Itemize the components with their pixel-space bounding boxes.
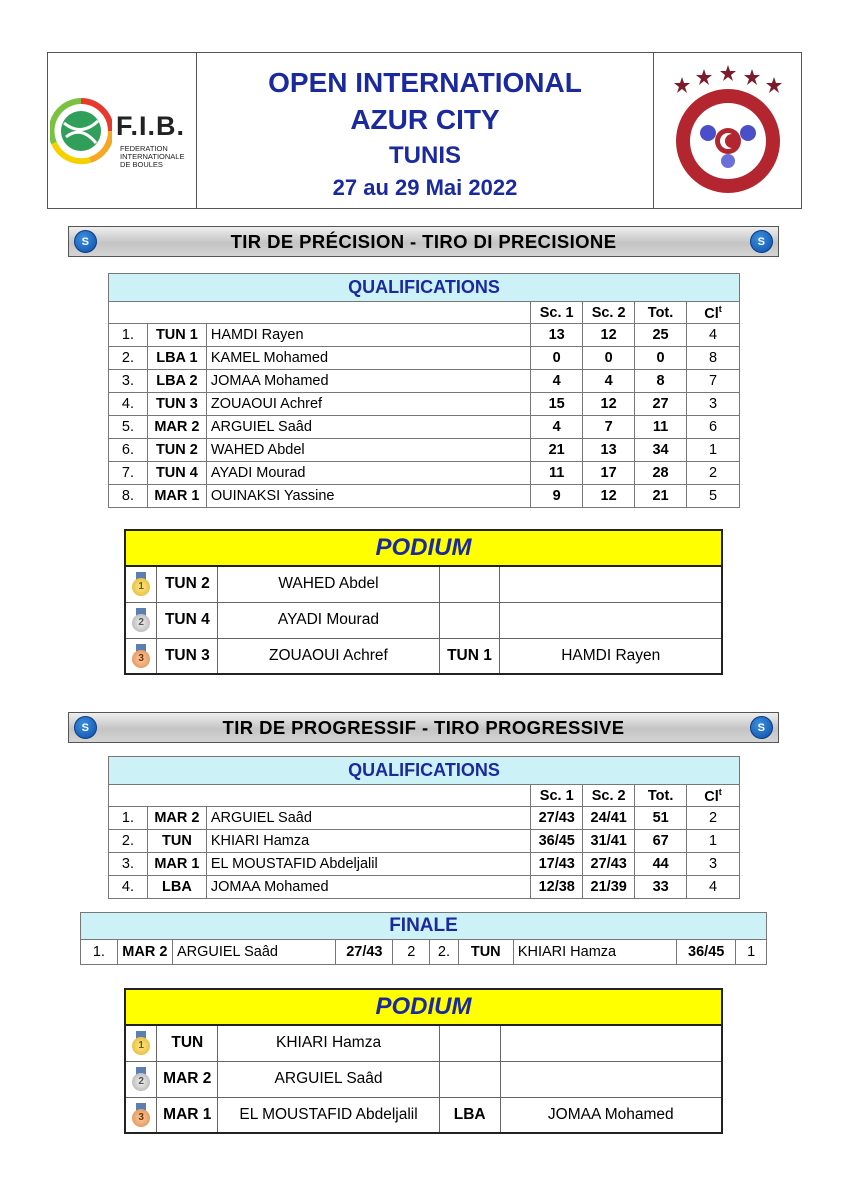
total-cell: 21	[635, 485, 687, 508]
score2-cell: 13	[583, 439, 635, 462]
table-row	[109, 876, 740, 899]
rank-cell: 4.	[109, 876, 148, 899]
section-bar-progressif	[68, 712, 779, 743]
medal-cell	[125, 638, 157, 674]
podium-team2	[439, 1025, 500, 1061]
total-cell: 33	[635, 876, 687, 899]
col-header: Sc. 1	[531, 785, 583, 807]
boule-icon: S	[750, 716, 773, 739]
rank-cell: 2.	[109, 830, 148, 853]
col-header: Sc. 1	[531, 302, 583, 324]
podium-name: ZOUAOUI Achref	[218, 638, 439, 674]
fib-logo-sub: DE BOULES	[120, 159, 163, 169]
boule-icon: S	[750, 230, 773, 253]
player-name-cell: ARGUIEL Saâd	[206, 416, 530, 439]
finale-name: ARGUIEL Saâd	[172, 940, 335, 965]
classement-cell: 6	[687, 416, 740, 439]
total-cell: 28	[635, 462, 687, 485]
score1-cell: 9	[531, 485, 583, 508]
podium-title: PODIUM	[125, 989, 722, 1025]
classement-cell: 4	[687, 324, 740, 347]
rank-cell: 8.	[109, 485, 148, 508]
total-cell: 0	[635, 347, 687, 370]
rank-cell: 3.	[109, 370, 148, 393]
finale-table	[80, 912, 767, 965]
boule-icon: S	[74, 716, 97, 739]
score1-cell: 17/43	[531, 853, 583, 876]
table-row	[109, 853, 740, 876]
medal-icon: 1	[132, 572, 150, 596]
medal-icon: 3	[132, 644, 150, 668]
podium-name2: JOMAA Mohamed	[500, 1097, 722, 1133]
classement-cell: 1	[687, 830, 740, 853]
score2-cell: 31/41	[583, 830, 635, 853]
table-row	[109, 393, 740, 416]
qualifications-title: QUALIFICATIONS	[109, 757, 740, 785]
total-cell: 11	[635, 416, 687, 439]
score1-cell: 11	[531, 462, 583, 485]
table-row	[109, 830, 740, 853]
finale-score: 27/43	[336, 940, 393, 965]
rank-cell: 3.	[109, 853, 148, 876]
fib-logo-icon	[50, 93, 112, 173]
classement-cell: 2	[687, 807, 740, 830]
finale-score: 36/45	[677, 940, 736, 965]
qualifications-table-progressif	[108, 756, 740, 899]
score2-cell: 12	[583, 393, 635, 416]
team-cell: LBA 2	[147, 370, 206, 393]
podium-team: MAR 1	[157, 1097, 218, 1133]
podium-name: EL MOUSTAFID Abdeljalil	[218, 1097, 440, 1133]
event-title-line2: AZUR CITY	[350, 104, 500, 136]
medal-icon: 2	[132, 1067, 150, 1091]
podium-row	[125, 1061, 722, 1097]
classement-cell: 2	[687, 462, 740, 485]
score2-cell: 4	[583, 370, 635, 393]
col-header: Tot.	[635, 785, 687, 807]
ftbp-logo-cell	[654, 53, 802, 209]
team-cell: TUN 4	[147, 462, 206, 485]
table-row	[109, 347, 740, 370]
classement-cell: 1	[687, 439, 740, 462]
podium-row	[125, 638, 722, 674]
podium-row	[125, 1025, 722, 1061]
podium-team2	[439, 1061, 500, 1097]
section-title: TIR DE PRÉCISION - TIRO DI PRECISIONE	[230, 231, 617, 252]
player-name-cell: HAMDI Rayen	[206, 324, 530, 347]
score2-cell: 0	[583, 347, 635, 370]
table-row	[109, 485, 740, 508]
team-cell: TUN 2	[147, 439, 206, 462]
finale-rank: 2.	[430, 940, 459, 965]
finale-team: MAR 2	[117, 940, 172, 965]
score2-cell: 27/43	[583, 853, 635, 876]
medal-cell	[125, 1097, 157, 1133]
medal-cell	[125, 1025, 157, 1061]
total-cell: 34	[635, 439, 687, 462]
podium-team2: TUN 1	[439, 638, 500, 674]
player-name-cell: ARGUIEL Saâd	[206, 807, 530, 830]
total-cell: 25	[635, 324, 687, 347]
total-cell: 27	[635, 393, 687, 416]
podium-team: TUN	[157, 1025, 218, 1061]
podium-team2: LBA	[439, 1097, 500, 1133]
title-cell	[197, 53, 654, 209]
rank-cell: 4.	[109, 393, 148, 416]
team-cell: TUN	[147, 830, 206, 853]
ftbp-logo-icon	[654, 53, 801, 205]
podium-name2	[500, 1061, 722, 1097]
fib-logo-text: F.I.B.	[116, 110, 186, 141]
col-header: Sc. 2	[583, 785, 635, 807]
team-cell: LBA 1	[147, 347, 206, 370]
col-header: Sc. 2	[583, 302, 635, 324]
rank-cell: 1.	[109, 324, 148, 347]
podium-team: TUN 3	[157, 638, 218, 674]
score1-cell: 13	[531, 324, 583, 347]
finale-rank: 1.	[81, 940, 118, 965]
classement-cell: 3	[687, 393, 740, 416]
player-name-cell: WAHED Abdel	[206, 439, 530, 462]
finale-name: KHIARI Hamza	[513, 940, 676, 965]
podium-team: TUN 4	[157, 602, 218, 638]
score1-cell: 4	[531, 416, 583, 439]
col-header: Cl$^t$	[687, 302, 740, 324]
score1-cell: 21	[531, 439, 583, 462]
score2-cell: 12	[583, 485, 635, 508]
podium-name: ARGUIEL Saâd	[218, 1061, 440, 1097]
boule-icon: S	[74, 230, 97, 253]
table-row	[109, 807, 740, 830]
score1-cell: 36/45	[531, 830, 583, 853]
classement-cell: 8	[687, 347, 740, 370]
table-row	[109, 324, 740, 347]
podium-name2	[500, 602, 722, 638]
col-header: Tot.	[635, 302, 687, 324]
podium-row	[125, 602, 722, 638]
score2-cell: 7	[583, 416, 635, 439]
player-name-cell: AYADI Mourad	[206, 462, 530, 485]
table-row	[109, 370, 740, 393]
team-cell: TUN 1	[147, 324, 206, 347]
player-name-cell: KAMEL Mohamed	[206, 347, 530, 370]
team-cell: TUN 3	[147, 393, 206, 416]
medal-cell	[125, 602, 157, 638]
table-row	[109, 439, 740, 462]
classement-cell: 5	[687, 485, 740, 508]
table-row	[109, 462, 740, 485]
player-name-cell: EL MOUSTAFID Abdeljalil	[206, 853, 530, 876]
finale-title: FINALE	[81, 913, 767, 940]
score2-cell: 24/41	[583, 807, 635, 830]
rank-cell: 1.	[109, 807, 148, 830]
score1-cell: 27/43	[531, 807, 583, 830]
classement-cell: 4	[687, 876, 740, 899]
qualifications-table-precision	[108, 273, 740, 508]
podium-name2	[500, 566, 722, 602]
score1-cell: 15	[531, 393, 583, 416]
podium-team: TUN 2	[157, 566, 218, 602]
podium-team: MAR 2	[157, 1061, 218, 1097]
rank-cell: 5.	[109, 416, 148, 439]
podium-team2	[439, 566, 500, 602]
podium-row	[125, 566, 722, 602]
podium-table-precision	[124, 529, 723, 675]
podium-name2	[500, 1025, 722, 1061]
podium-name: WAHED Abdel	[218, 566, 439, 602]
player-name-cell: KHIARI Hamza	[206, 830, 530, 853]
fib-logo-sub: INTERNATIONALE	[120, 151, 185, 161]
medal-icon: 2	[132, 608, 150, 632]
podium-title: PODIUM	[125, 530, 722, 566]
qualifications-title: QUALIFICATIONS	[109, 274, 740, 302]
podium-name: AYADI Mourad	[218, 602, 439, 638]
score2-cell: 17	[583, 462, 635, 485]
podium-name2: HAMDI Rayen	[500, 638, 722, 674]
event-title-line1: OPEN INTERNATIONAL	[268, 66, 582, 98]
podium-table-progressif	[124, 988, 723, 1134]
rank-cell: 2.	[109, 347, 148, 370]
team-cell: LBA	[147, 876, 206, 899]
team-cell: MAR 1	[147, 485, 206, 508]
total-cell: 44	[635, 853, 687, 876]
score2-cell: 12	[583, 324, 635, 347]
medal-icon: 1	[132, 1031, 150, 1055]
finale-cl: 2	[393, 940, 430, 965]
classement-cell: 7	[687, 370, 740, 393]
fib-logo-sub: FEDERATION	[120, 143, 168, 153]
event-dates: 27 au 29 Mai 2022	[332, 174, 518, 200]
team-cell: MAR 2	[147, 416, 206, 439]
player-name-cell: JOMAA Mohamed	[206, 876, 530, 899]
total-cell: 67	[635, 830, 687, 853]
medal-cell	[125, 566, 157, 602]
team-cell: MAR 1	[147, 853, 206, 876]
finale-cl: 1	[736, 940, 767, 965]
player-name-cell: JOMAA Mohamed	[206, 370, 530, 393]
medal-icon: 3	[132, 1103, 150, 1127]
section-bar-precision	[68, 226, 779, 257]
podium-name: KHIARI Hamza	[218, 1025, 440, 1061]
rank-cell: 7.	[109, 462, 148, 485]
player-name-cell: ZOUAOUI Achref	[206, 393, 530, 416]
medal-cell	[125, 1061, 157, 1097]
team-cell: MAR 2	[147, 807, 206, 830]
player-name-cell: OUINAKSI Yassine	[206, 485, 530, 508]
col-header: Cl$^t$	[687, 785, 740, 807]
rank-cell: 6.	[109, 439, 148, 462]
page-header	[47, 52, 802, 209]
section-title: TIR DE PROGRESSIF - TIRO PROGRESSIVE	[222, 717, 625, 738]
finale-team: TUN	[458, 940, 513, 965]
podium-row	[125, 1097, 722, 1133]
total-cell: 8	[635, 370, 687, 393]
total-cell: 51	[635, 807, 687, 830]
score1-cell: 4	[531, 370, 583, 393]
podium-team2	[439, 602, 500, 638]
score2-cell: 21/39	[583, 876, 635, 899]
fib-logo-cell	[48, 53, 197, 209]
table-row	[109, 416, 740, 439]
classement-cell: 3	[687, 853, 740, 876]
score1-cell: 0	[531, 347, 583, 370]
event-title-line3: TUNIS	[389, 141, 461, 169]
score1-cell: 12/38	[531, 876, 583, 899]
